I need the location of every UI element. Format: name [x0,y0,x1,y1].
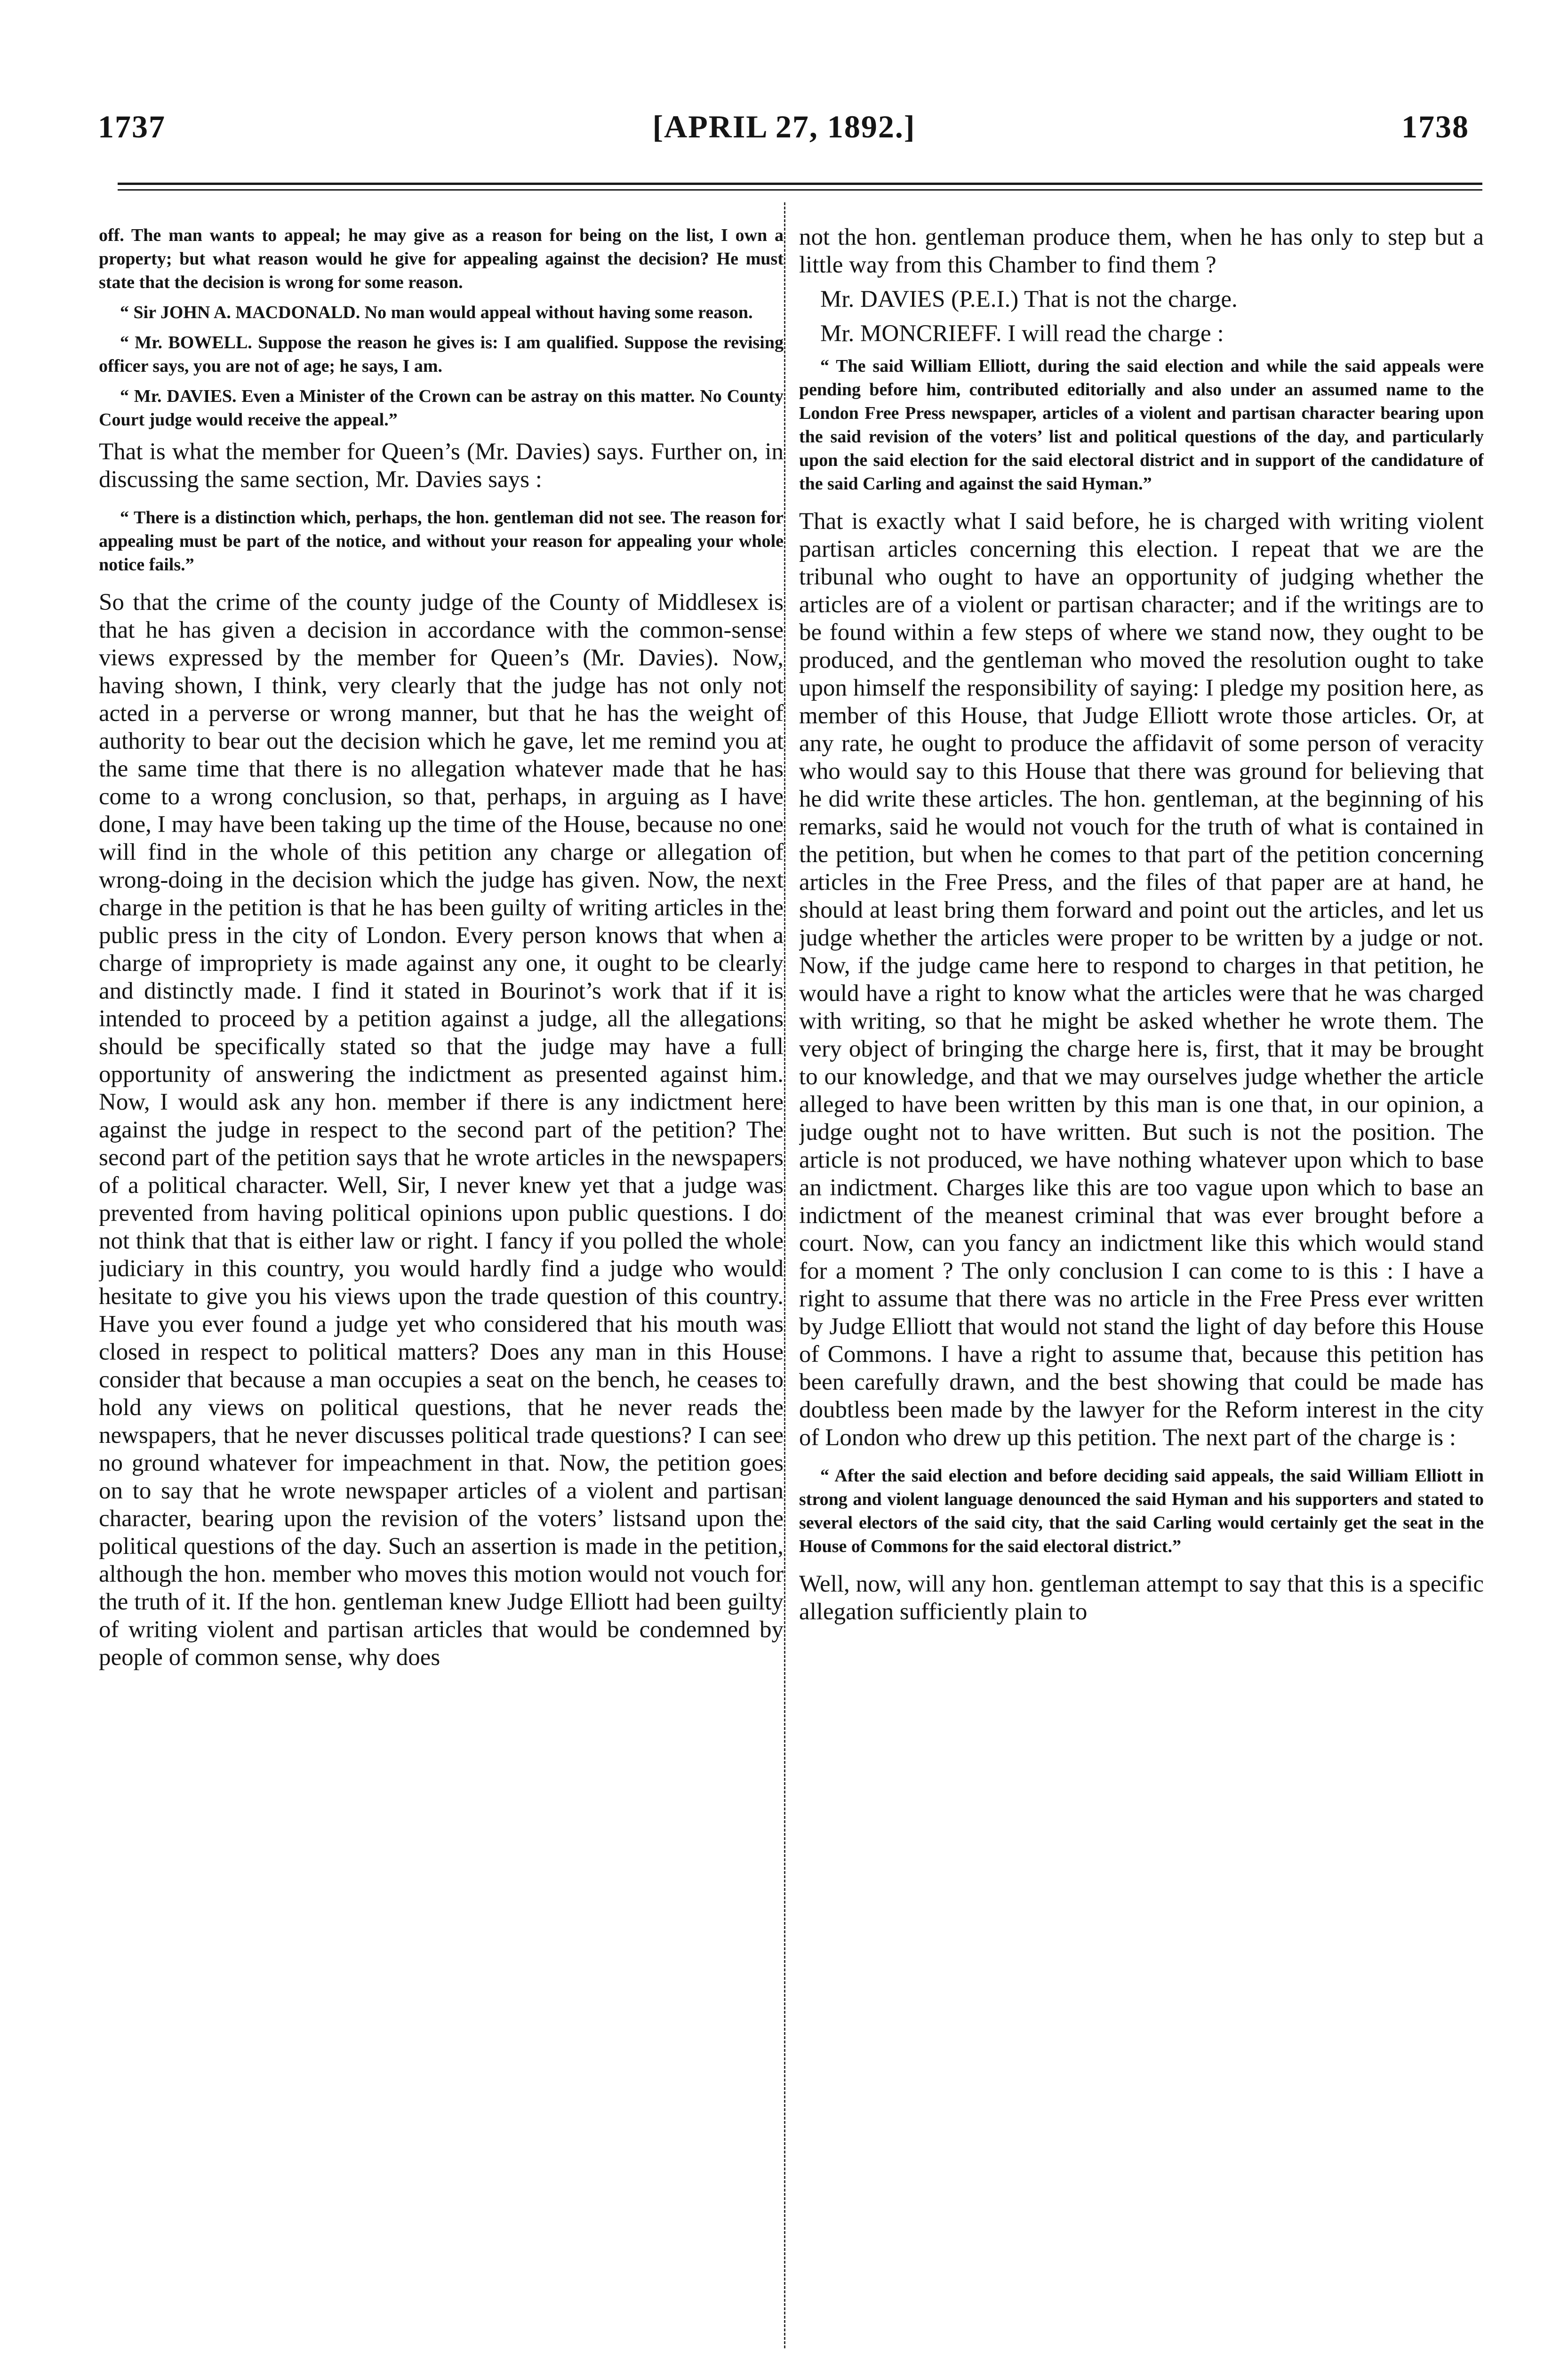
left-column [99,224,784,2353]
header-rule-top [118,183,1482,185]
speech-paragraph: That is exactly what I said before, he is charged with writing violent partisan articles concerning this election. I repeat that we are the tribunal who ought to have an opportunity of judging whether the articles are of a violent or partisan character; and if the writings are to be found within a few steps of where we stand now, they ought to be produced, and the gentleman who moved the resolution ought to take upon himself the responsibility of saying: I pledge my position here, as member of this House, that Judge Elliott wrote those articles. Or, at any rate, he ought to produce the affidavit of some person of veracity who would say to this House that there was ground for believing that he did write these articles. The hon. gentleman, at the beginning of his remarks, said he would not vouch for the truth of what is contained in the petition, but when he comes to that part of the petition concerning articles in the Free Press, and the files of that paper are at hand, he should at least bring them forward and point out the articles, and let us judge whether the articles were proper to be written by a judge or not. Now, if the judge came here to respond to charges in that petition, he would have a right to know what the articles were that he was charged with writing, so that he might be asked whether he wrote them. The very object of bringing the charge here is, first, that it may be brought to our knowledge, and that we may ourselves judge whether the article alleged to have been written by this man is one that, in our opinion, a judge ought not to have written. But such is not the position. The article is not produced, we have nothing whatever upon which to base an indictment. Charges like this are too vague upon which to base an indictment of the meanest criminal that was ever brought before a court. Now, can you fancy an indictment like this which would stand for a moment ? The only conclusion I can come to is this : I have a right to assume that there was no article in the Free Press ever written by Judge Elliott that would not stand the light of day before this House of Commons. I have a right to assume that, because this petition has been carefully drawn, and the best showing that could be made has doubtless been made by the lawyer for the Reform interest in the city of London who drew up this petition. The next part of the charge is : [799,508,1484,1451]
speech-paragraph: Well, now, will any hon. gentleman attempt to say that this is a specific allegation sufficiently plain to [799,1571,1484,1625]
quote-paragraph: “ Sir JOHN A. MACDONALD. No man would appeal without having some reason. [120,303,753,322]
quote-paragraph: “ Mr. BOWELL. Suppose the reason he gives is: I am qualified. Suppose the revising officer says, you are not of age; he says, I am. [99,333,784,376]
speaker-line: Mr. MONCRIEFF. I will read the charge : [820,320,1224,347]
page-number-right: 1738 [1401,109,1469,144]
page-number-left: 1737 [98,109,166,144]
quote-paragraph: “ There is a distinction which, perhaps, the hon. gentleman did not see. The reason for appealing must be part of the notice, and without your reason for appealing your whole notice fails.” [99,508,784,575]
right-column [799,224,1484,2353]
column-divider [784,202,785,2348]
quote-paragraph: “ After the said election and before deciding said appeals, the said William Elliott in strong and violent language denounced the said Hyman and his supporters and stated to several electors of the said city, that the said Carling would certainly get the seat in the House of Commons for the said electoral district.” [799,1466,1484,1556]
quote-paragraph: “ Mr. DAVIES. Even a Minister of the Crown can be astray on this matter. No County Court judge would receive the appeal.” [99,386,784,430]
speech-paragraph: So that the crime of the county judge of the County of Middlesex is that he has given a decision in accordance with the common-sense views expressed by the member for Queen’s (Mr. Davies). Now, having shown, I think, very clearly that the judge has not only not acted in a perverse or wrong manner, but that he has the weight of authority to bear out the decision which he gave, let me remind you at the same time that there is no allegation whatever made that he has come to a wrong conclusion, so that, perhaps, in arguing as I have done, I may have been taking up the time of the House, because no one will find in the whole of this petition any charge or allegation of wrong-doing in the decision which the judge has given. Now, the next charge in the petition is that he has been guilty of writing articles in the public press in the city of London. Every person knows that when a charge of impropriety is made against any one, it ought to be clearly and distinctly made. I find it stated in Bourinot’s work that if it is intended to proceed by a petition against a judge, all the allegations should be specifically stated so that the judge may have a full opportunity of answering the indictment as presented against him. Now, I would ask any hon. member if there is any indictment here against the judge in respect to the second part of the petition? The second part of the petition says that he wrote articles in the newspapers of a political character. Well, Sir, I never knew yet that a judge was prevented from having political opinions upon public questions. I do not think that that is either law or right. I fancy if you polled the whole judiciary in this country, you would hardly find a judge who would hesitate to give you his views upon the trade question of this country. Have you ever found a judge yet who considered that his mouth was closed in respect to political matters? Does any man in this House consider that because a man occupies a seat on the bench, he ceases to hold any views on political questions, that he never reads the newspapers, that he never discusses political trade questions? I can see no ground whatever for impeachment in that. Now, the petition goes on to say that he wrote newspaper articles of a violent and partisan character, bearing upon the revision of the voters’ listsand upon the political questions of the day. Such an assertion is made in the petition, although the hon. member who moves this motion would not vouch for the truth of it. If the hon. gentleman knew Judge Elliott had been guilty of writing violent and partisan articles that would be condemned by people of common sense, why does [99,589,784,1671]
speech-paragraph: not the hon. gentleman produce them, when he has only to step but a little way from this Chamber to find them ? [799,224,1484,278]
header-rule-bottom [118,189,1482,191]
quote-paragraph: “ The said William Elliott, during the said election and while the said appeals were pending before him, contributed editorially and also under an assumed name to the London Free Press newspaper, articles of a violent and partisan character bearing upon the said revision of the voters’ list and political questions of the day, and particularly upon the said election for the said electoral district and in support of the candidature of the said Carling and against the said Hyman.” [799,356,1484,494]
quote-paragraph: off. The man wants to appeal; he may give as a reason for being on the list, I own a property; but what reason would he give for appealing against the decision? He must state that the decision is wrong for some reason. [99,225,784,292]
speaker-line: Mr. DAVIES (P.E.I.) That is not the charge. [820,286,1238,312]
speech-paragraph: That is what the member for Queen’s (Mr. Davies) says. Further on, in discussing the same section, Mr. Davies says : [99,439,784,493]
header-date: [APRIL 27, 1892.] [652,109,916,144]
